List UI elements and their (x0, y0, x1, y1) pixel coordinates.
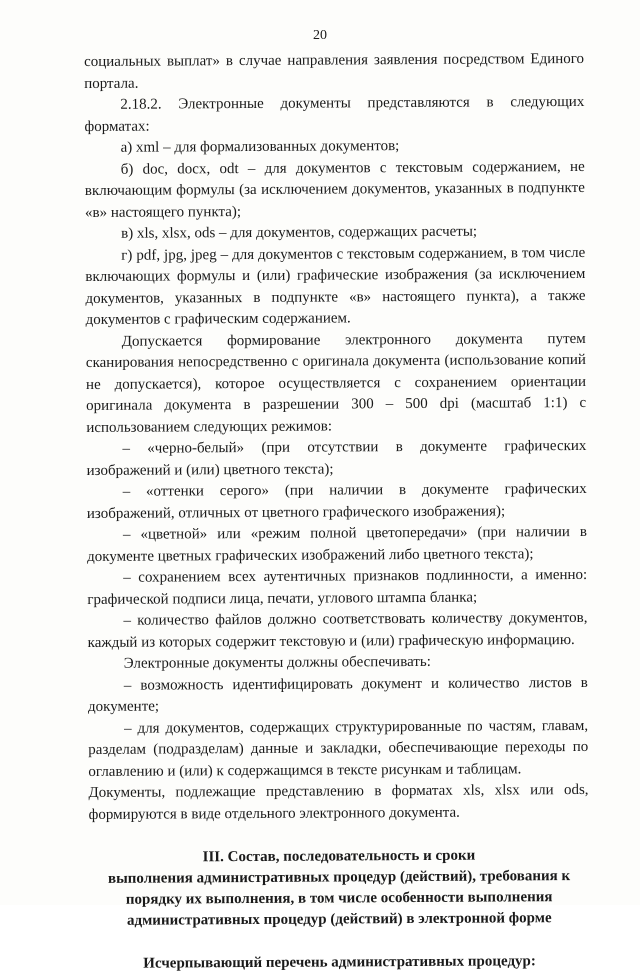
paragraph: б) doc, docx, odt – для документов с текстовым содержанием, не включающим формулы (за исключением документов, указанных в подпункте «в» настоящего пункта); (84, 158, 585, 221)
section-title-line: административных процедур (действий) в электронной форме (126, 910, 552, 929)
section-title-line: выполнения административных процедур (действий), требования к (107, 868, 571, 887)
paragraph: Допускается формирование электронного документа путем сканирования непосредственно с оригинала документа (использование копий не допускается), которое осуществляется с сохранением ориентации оригинала документа в разрешении 300 – 500 dpi (масштаб 1:1) с использованием следующих режимов: (85, 330, 587, 436)
paragraph: – сохранением всех аутентичных признаков подлинности, а именно: графической подписи лица, печати, углового штампа бланка; (87, 566, 588, 608)
paragraph: Электронные документы должны обеспечивать: (123, 653, 431, 672)
section-title (89, 845, 590, 932)
paragraph: – количество файлов должно соответствовать количеству документов, каждый из которых содержит текстовую и (или) графическую информацию. (87, 609, 588, 651)
paragraph: 2.18.2. Электронные документы представляются в следующих форматах: (84, 93, 585, 135)
paragraph: в) xls, xlsx, ods – для документов, содержащих расчеты; (121, 223, 478, 242)
paragraph: Документы, подлежащие представлению в форматах xls, xlsx или ods, формируются в виде отдельного электронного документа. (88, 781, 589, 823)
paragraph: а) xml – для формализованных документов; (120, 138, 400, 156)
paragraph: – «оттенки серого» (при наличии в документе графических изображений, отличных от цветного графического изображения); (86, 480, 587, 522)
paragraph: г) pdf, jpg, jpeg – для документов с текстовым содержанием, в том числе включающих формулы и (или) графические изображения (за исключением документов, указанных в подпункте «в» настоящего пункта), а также документов с графическим содержанием. (85, 244, 586, 328)
section-title-line: порядку их выполнения, в том числе особенности выполнения (125, 889, 553, 908)
subheading: Исчерпывающий перечень административных процедур: (143, 953, 536, 972)
paragraph: – для документов, содержащих структурированные по частям, главам, разделам (подразделам) данные и закладки, обеспечивающие переходы по оглавлению и (или) к содержащимся в тексте рисункам и таблицам. (88, 717, 589, 780)
paragraph: – «черно-белый» (при отсутствии в документе графических изображений и (или) цветного текста); (86, 437, 587, 479)
section-title-line: III. Состав, последовательность и сроки (202, 847, 476, 866)
paragraph: – возможность идентифицировать документ и количество листов в документе; (87, 674, 588, 715)
paragraph: – «цветной» или «режим полной цветопередачи» (при наличии в документе цветных графических изображений либо цветного текста); (87, 523, 587, 565)
paragraph-list (84, 49, 589, 826)
paragraph: социальных выплат» в случае направления заявления посредством Единого портала. (84, 50, 585, 92)
page-number: 20 (313, 28, 327, 43)
document-body (84, 49, 590, 975)
